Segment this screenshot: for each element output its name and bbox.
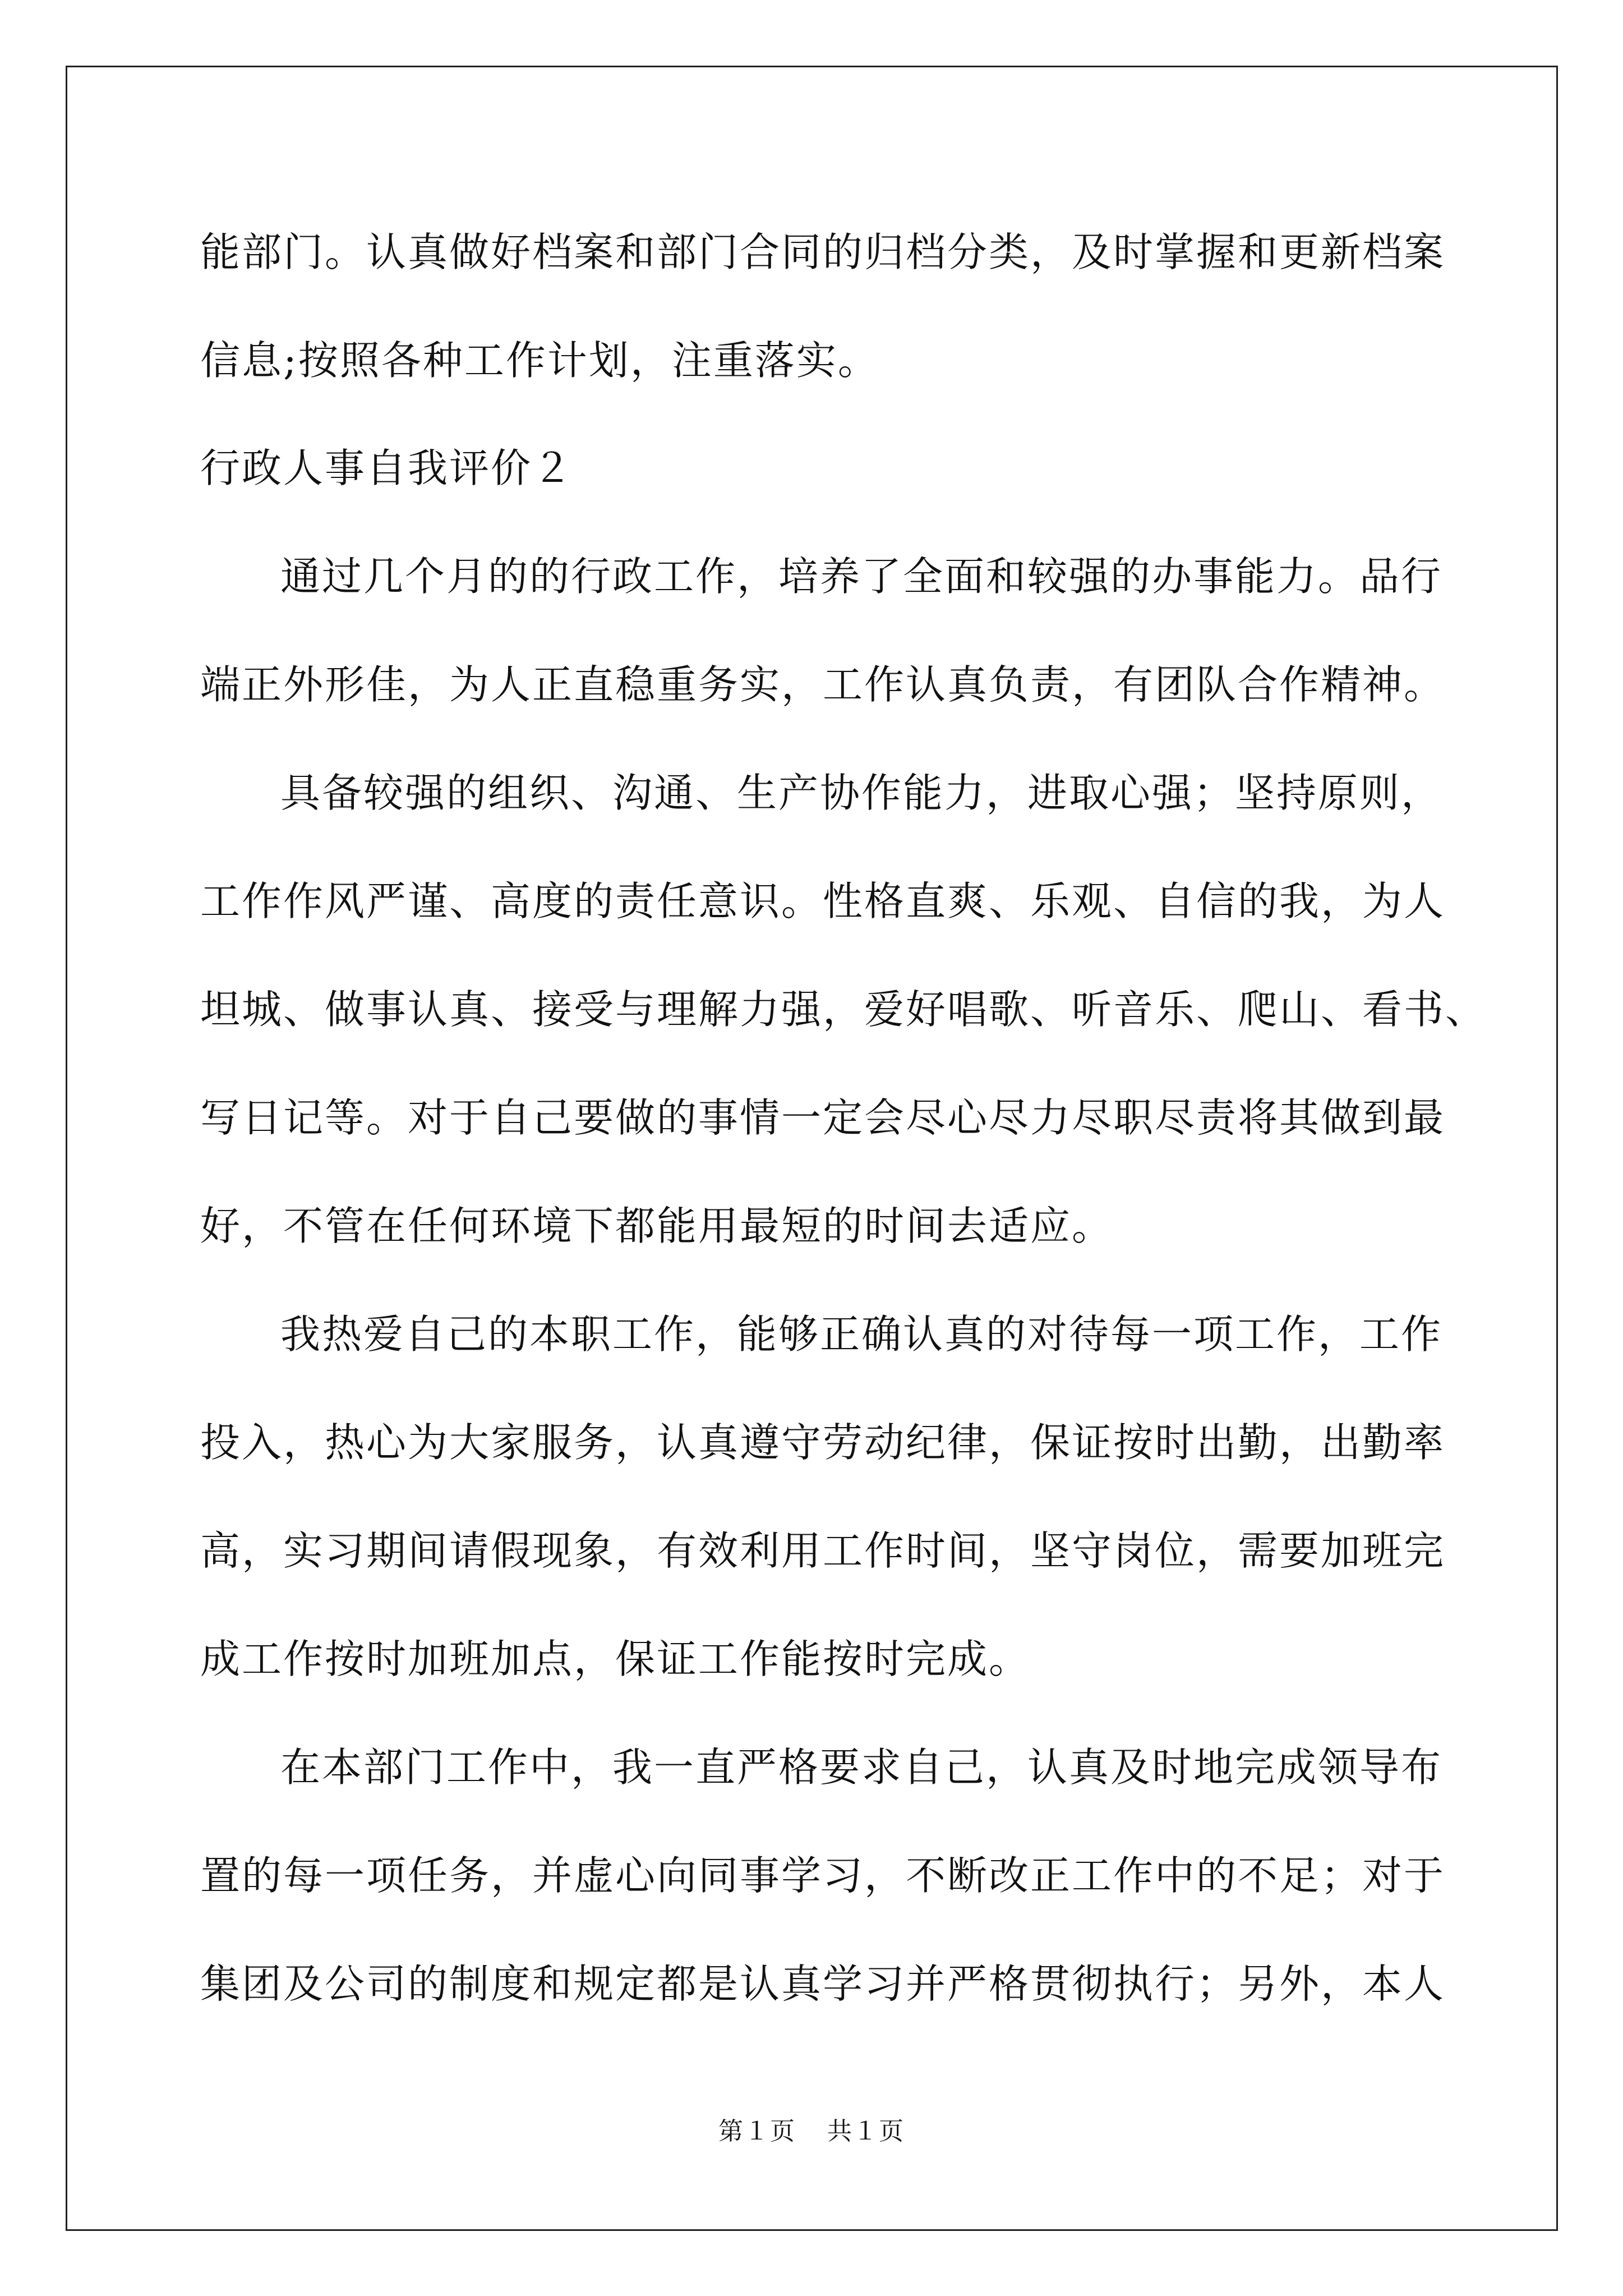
page-border (66, 66, 1558, 2231)
paragraph-line: 成工作按时加班加点，保证工作能按时完成。 (200, 1636, 1031, 1682)
paragraph-line: 好，不管在任何环境下都能用最短的时间去适应。 (200, 1203, 1114, 1249)
paragraph-line: 能部门。认真做好档案和部门合同的归档分类，及时掌握和更新档案 (200, 229, 1446, 275)
paragraph-line: 信息;按照各种工作计划，注重落实。 (200, 337, 879, 384)
paragraph-line: 具备较强的组织、沟通、生产协作能力，进取心强；坚持原则， (280, 770, 1443, 816)
page-number: 第１页 (718, 2117, 796, 2146)
paragraph-line: 通过几个月的的行政工作，培养了全面和较强的办事能力。品行 (280, 553, 1443, 600)
paragraph-line: 写日记等。对于自己要做的事情一定会尽心尽力尽职尽责将其做到最 (200, 1094, 1446, 1141)
paragraph-line: 坦城、做事认真、接受与理解力强，爱好唱歌、听音乐、爬山、看书、 (200, 986, 1487, 1033)
section-heading: 行政人事自我评价２ (200, 445, 574, 491)
page-footer (0, 2115, 1623, 2148)
paragraph-line: 投入，热心为大家服务，认真遵守劳动纪律，保证按时出勤，出勤率 (200, 1419, 1446, 1466)
paragraph-line: 在本部门工作中，我一直严格要求自己，认真及时地完成领导布 (280, 1744, 1443, 1791)
paragraph-line: 集团及公司的制度和规定都是认真学习并严格贯彻执行；另外，本人 (200, 1961, 1446, 2007)
page-total: 共１页 (827, 2117, 905, 2146)
paragraph-line: 我热爱自己的本职工作，能够正确认真的对待每一项工作，工作 (280, 1311, 1443, 1358)
paragraph-line: 工作作风严谨、高度的责任意识。性格直爽、乐观、自信的我，为人 (200, 878, 1446, 924)
paragraph-line: 置的每一项任务，并虚心向同事学习，不断改正工作中的不足；对于 (200, 1852, 1446, 1899)
paragraph-line: 端正外形佳，为人正直稳重务实，工作认真负责，有团队合作精神。 (200, 661, 1446, 708)
paragraph-line: 高，实习期间请假现象，有效利用工作时间，坚守岗位，需要加班完 (200, 1527, 1446, 1574)
